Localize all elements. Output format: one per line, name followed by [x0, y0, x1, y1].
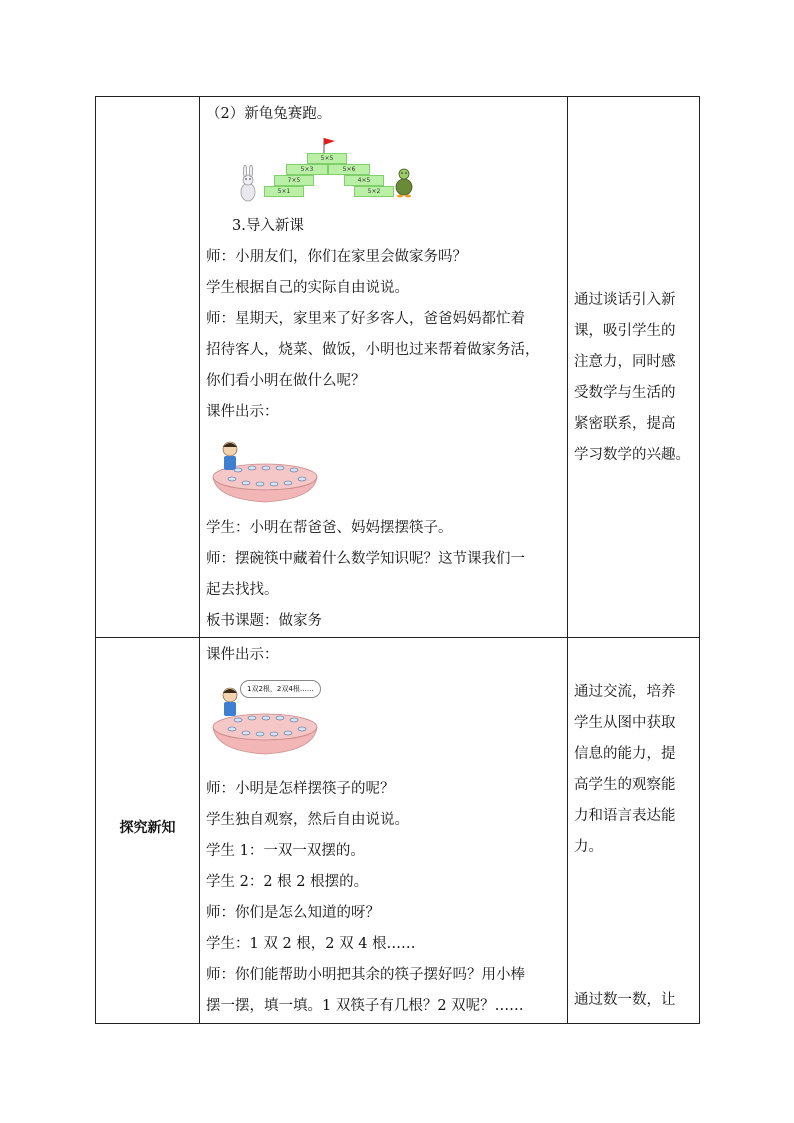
bottom-row-body	[206, 774, 525, 1022]
text-line: 师：小朋友们，你们在家里会做家务吗？	[206, 249, 467, 265]
dining-table-illustration	[208, 437, 323, 507]
note-line: 信息的能力，提	[574, 746, 676, 762]
text-line: 学生独自观察，然后自由说说。	[206, 812, 409, 828]
text-line: 师：摆碗筷中藏着什么数学知识呢？这节课我们一	[206, 551, 525, 567]
bottom-row-intro	[206, 640, 279, 671]
text-line: 课件出示：	[206, 647, 279, 663]
text-line: 起去找找。	[206, 582, 279, 598]
note-line: 学习数学的兴趣。	[574, 447, 690, 463]
brick: 5×1	[264, 186, 304, 197]
note-line: 通过交流，培养	[574, 684, 676, 700]
note-line: 高学生的观察能	[574, 777, 676, 793]
note-line: 注意力，同时感	[574, 354, 676, 370]
bottom-row-note-tail	[574, 985, 700, 1016]
bottom-row-note	[574, 677, 700, 863]
note-line: 通过数一数，让	[574, 992, 676, 1008]
text-line: 你们看小明在做什么呢？	[206, 373, 366, 389]
dining-table-figure	[208, 437, 323, 507]
top-row-after	[206, 513, 525, 637]
brick: 7×5	[274, 175, 314, 186]
column-divider-2	[567, 97, 568, 1023]
phase-label: 探究新知	[119, 820, 176, 836]
lesson-table	[95, 96, 700, 1024]
speech-bubble: 1双2根，2双4根……	[240, 680, 321, 698]
brick: 5×5	[307, 153, 347, 164]
text-line: 学生：1 双 2 根，2 双 4 根……	[206, 936, 416, 952]
text-line: 课件出示：	[206, 404, 279, 420]
rabbit-icon	[234, 165, 264, 205]
brick: 5×3	[286, 164, 328, 175]
top-row-body	[206, 211, 540, 428]
text-line: 招待客人，烧菜、做饭，小明也过来帮着做家务活，	[206, 342, 540, 358]
race-figure	[234, 137, 419, 205]
dining-table-figure-2	[208, 679, 348, 759]
text-line: 师：小明是怎样摆筷子的呢？	[206, 781, 395, 797]
text-line: 师：你们能帮助小明把其余的筷子摆好吗？用小棒	[206, 967, 525, 983]
text-line: 板书课题：做家务	[206, 613, 322, 629]
note-line: 力。	[574, 839, 603, 855]
brick: 4×5	[344, 175, 384, 186]
text-line: （2）新龟兔赛跑。	[206, 106, 332, 122]
note-line: 受数学与生活的	[574, 385, 676, 401]
text-line: 师：星期天，家里来了好多客人，爸爸妈妈都忙着	[206, 311, 525, 327]
brick: 5×2	[354, 186, 394, 197]
text-line: 学生根据自己的实际自由说说。	[206, 280, 409, 296]
column-divider-1	[199, 97, 200, 1023]
text-line: 学生：小明在帮爸爸、妈妈摆摆筷子。	[206, 520, 453, 536]
top-row-intro	[206, 99, 331, 130]
note-line: 课，吸引学生的	[574, 323, 676, 339]
text-line: 3.导入新课	[232, 218, 304, 234]
top-row-note	[574, 285, 700, 471]
text-line: 摆一摆，填一填。1 双筷子有几根？2 双呢？……	[206, 998, 524, 1014]
text-line: 学生 1：一双一双摆的。	[206, 843, 365, 859]
note-line: 通过谈话引入新	[574, 292, 676, 308]
text-line: 师：你们是怎么知道的呀？	[206, 905, 380, 921]
turtle-icon	[391, 165, 417, 199]
row-divider	[96, 637, 699, 638]
note-line: 力和语言表达能	[574, 808, 676, 824]
note-line: 紧密联系，提高	[574, 416, 676, 432]
flag-icon	[322, 137, 336, 153]
brick: 5×6	[328, 164, 370, 175]
text-line: 学生 2：2 根 2 根摆的。	[206, 874, 369, 890]
note-line: 学生从图中获取	[574, 715, 676, 731]
